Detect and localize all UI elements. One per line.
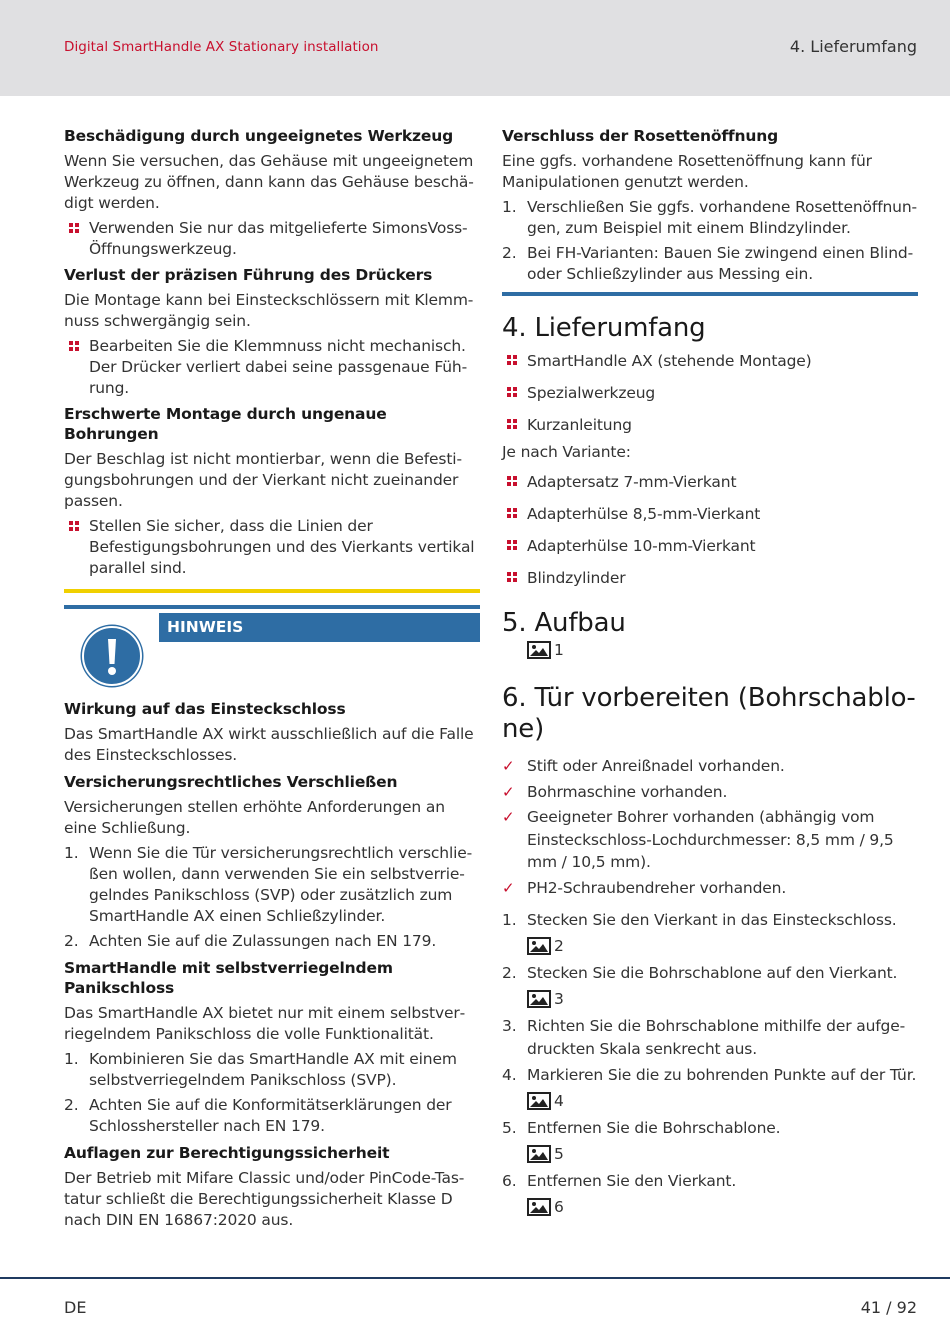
section-heading: Wirkung auf das Einsteckschloss (64, 700, 346, 718)
numbered-step (64, 843, 480, 927)
image-placeholder-icon (527, 990, 551, 1008)
paragraph: Die Montage kann bei Einsteckschlössern mit Klemmnuss schwergängig sein. (64, 291, 474, 330)
step-number: 6. (502, 1172, 517, 1190)
paragraph: Das SmartHandle AX bietet nur mit einem selbstverriegelndem Panikschloss die volle Funktionalität. (64, 1004, 466, 1043)
bullet-item (502, 382, 918, 404)
step-number: 2. (64, 1096, 79, 1114)
document-title: Digital SmartHandle AX Stationary installation (64, 39, 379, 55)
notice-box (64, 605, 480, 697)
image-placeholder-icon (527, 1092, 551, 1110)
numbered-step (502, 909, 918, 931)
bullet-item (64, 516, 480, 579)
numbered-step (502, 1170, 918, 1192)
numbered-step (502, 962, 918, 984)
paragraph: Wenn Sie versuchen, das Gehäuse mit ungeeignetem Werkzeug zu öffnen, dann kann das Gehäuse beschädigt werden. (64, 152, 474, 212)
notice-topbar (64, 605, 480, 609)
bullet-item (64, 336, 480, 399)
step-text: Entfernen Sie den Vierkant. (527, 1172, 737, 1190)
image-placeholder-icon (527, 1198, 551, 1216)
step-number: 2. (502, 964, 517, 982)
bullet-text: Kurzanleitung (527, 416, 632, 434)
bullet-item (502, 535, 918, 557)
numbered-step (502, 1117, 918, 1139)
step-text: Markieren Sie die zu bohrenden Punkte auf der Tür. (527, 1066, 917, 1084)
section-heading: Auflagen zur Berechtigungssicherheit (64, 1144, 390, 1162)
chapter-heading: 6. Tür vorbereiten (Bohrschablone) (502, 683, 916, 744)
page-header (0, 0, 950, 96)
bullet-item (64, 218, 480, 260)
figure-number: 4 (554, 1092, 564, 1110)
bullet-item (502, 471, 918, 493)
section-heading: Beschädigung durch ungeeignetes Werkzeug (64, 127, 454, 145)
numbered-step (502, 243, 918, 285)
paragraph: Das SmartHandle AX wirkt ausschließlich auf die Falle des Einsteckschlosses. (64, 725, 474, 764)
bullet-item (502, 414, 918, 436)
figure-number: 2 (554, 937, 564, 955)
section-divider (502, 292, 918, 296)
bullet-item (502, 567, 918, 589)
warning-divider (64, 589, 480, 593)
step-number: 2. (64, 932, 79, 950)
step-number: 5. (502, 1119, 517, 1137)
paragraph: Eine ggfs. vorhandene Rosettenöffnung kann für Manipulationen genutzt werden. (502, 152, 872, 191)
step-text: Stecken Sie den Vierkant in das Einsteckschloss. (527, 911, 897, 929)
step-text: Achten Sie auf die Konformitätserklärungen der Schlosshersteller nach EN 179. (89, 1096, 452, 1135)
section-heading: SmartHandle mit selbstverriegelndem Panikschloss (64, 959, 393, 997)
section-heading: Versicherungsrechtliches Verschließen (64, 773, 398, 791)
image-placeholder-icon (527, 1145, 551, 1163)
step-number: 4. (502, 1066, 517, 1084)
figure-reference (527, 935, 918, 957)
page-number: 41 / 92 (860, 1298, 917, 1317)
paragraph: Je nach Variante: (502, 443, 631, 461)
step-text: Wenn Sie die Tür versicherungsrechtlich verschließen wollen, dann verwenden Sie ein selbstverriegelndes Panikschloss (SVP) oder zusätzlich zum SmartHandle AX einen Schließzylinder. (89, 844, 473, 925)
chapter-heading: 5. Aufbau (502, 608, 626, 638)
chapter-title: 4. Lieferumfang (789, 37, 917, 56)
bullet-icon (502, 350, 527, 372)
step-text: Achten Sie auf die Zulassungen nach EN 179. (89, 932, 437, 950)
red-checkmark-icon: ✓ (502, 878, 515, 897)
step-number: 2. (502, 244, 517, 262)
bullet-icon (64, 516, 89, 579)
right-column (502, 126, 918, 1218)
bullet-text: Blindzylinder (527, 569, 626, 587)
bullet-text: Verwenden Sie nur das mitgelieferte SimonsVoss-Öffnungswerkzeug. (89, 219, 468, 258)
check-item (502, 877, 918, 900)
check-text: Bohrmaschine vorhanden. (527, 782, 728, 801)
step-number: 1. (502, 198, 517, 216)
red-checkmark-icon: ✓ (502, 808, 515, 826)
check-item (502, 781, 918, 804)
exclamation-circle-icon (82, 626, 142, 686)
section-heading: Verlust der präzisen Führung des Drückers (64, 266, 433, 284)
notice-label: HINWEIS (159, 613, 480, 642)
step-number: 1. (64, 844, 79, 862)
bullet-item (502, 350, 918, 372)
figure-number: 6 (554, 1198, 564, 1216)
paragraph: Der Betrieb mit Mifare Classic und/oder PinCode-Tastatur schließt die Berechtigungssicherheit Klasse D nach DIN EN 16867:2020 aus. (64, 1169, 465, 1229)
bullet-text: Spezialwerkzeug (527, 384, 656, 402)
bullet-icon (64, 218, 89, 260)
bullet-text: SmartHandle AX (stehende Montage) (527, 352, 812, 370)
step-text: Entfernen Sie die Bohrschablone. (527, 1119, 781, 1137)
figure-reference (527, 988, 918, 1010)
section-heading: Verschluss der Rosettenöffnung (502, 127, 779, 145)
bullet-text: Adapterhülse 8,5-mm-Vierkant (527, 505, 761, 523)
bullet-icon (502, 382, 527, 404)
figure-reference (527, 1196, 918, 1218)
bullet-text: Adapterhülse 10-mm-Vierkant (527, 537, 756, 555)
bullet-text: Adaptersatz 7-mm-Vierkant (527, 473, 737, 491)
chapter-heading: 4. Lieferumfang (502, 313, 706, 343)
step-text: Stecken Sie die Bohrschablone auf den Vierkant. (527, 964, 898, 982)
section-heading: Erschwerte Montage durch ungenaue Bohrungen (64, 405, 387, 443)
figure-number: 1 (554, 641, 564, 659)
check-item (502, 755, 918, 778)
image-placeholder-icon (527, 937, 551, 955)
numbered-step (64, 1049, 480, 1091)
step-text: Richten Sie die Bohrschablone mithilfe der aufgedruckten Skala senkrecht aus. (527, 1017, 906, 1058)
image-placeholder-icon (527, 641, 551, 659)
figure-reference (527, 639, 918, 661)
footer-divider (0, 1277, 950, 1279)
paragraph: Der Beschlag ist nicht montierbar, wenn die Befestigungsbohrungen und der Vierkant nicht zueinander passen. (64, 450, 463, 510)
bullet-icon (502, 471, 527, 493)
bullet-item (502, 503, 918, 525)
step-number: 3. (502, 1017, 517, 1035)
numbered-step (64, 931, 480, 952)
figure-number: 5 (554, 1145, 564, 1163)
numbered-step (64, 1095, 480, 1137)
numbered-step (502, 1064, 918, 1086)
left-column (64, 126, 480, 1231)
bullet-icon (64, 336, 89, 399)
paragraph: Versicherungen stellen erhöhte Anforderungen an eine Schließung. (64, 798, 445, 837)
bullet-icon (502, 503, 527, 525)
check-text: Geeigneter Bohrer vorhanden (abhängig vom Einsteckschloss-Lochdurchmesser: 8,5 mm / 9,5 mm / 10,5 mm). (527, 808, 894, 871)
step-text: Bei FH-Varianten: Bauen Sie zwingend einen Blind- oder Schließzylinder aus Messing ein. (527, 244, 914, 283)
check-item (502, 806, 918, 874)
check-text: PH2-Schraubendreher vorhanden. (527, 878, 787, 897)
step-number: 1. (502, 911, 517, 929)
footer-language: DE (64, 1298, 87, 1317)
bullet-icon (502, 567, 527, 589)
bullet-text: Stellen Sie sicher, dass die Linien der Befestigungsbohrungen und des Vierkants vertikal parallel sind. (89, 517, 475, 577)
step-number: 1. (64, 1050, 79, 1068)
step-text: Kombinieren Sie das SmartHandle AX mit einem selbstverriegelndem Panikschloss (SVP). (89, 1050, 457, 1089)
red-checkmark-icon: ✓ (502, 782, 515, 801)
numbered-step (502, 197, 918, 239)
numbered-step (502, 1015, 918, 1061)
figure-reference (527, 1090, 918, 1112)
bullet-icon (502, 414, 527, 436)
figure-number: 3 (554, 990, 564, 1008)
bullet-text: Bearbeiten Sie die Klemmnuss nicht mechanisch. Der Drücker verliert dabei seine passgenaue Führung. (89, 337, 468, 397)
figure-reference (527, 1143, 918, 1165)
red-checkmark-icon: ✓ (502, 757, 515, 775)
check-text: Stift oder Anreißnadel vorhanden. (527, 757, 785, 775)
step-text: Verschließen Sie ggfs. vorhandene Rosettenöffnungen, zum Beispiel mit einem Blindzylinder. (527, 198, 918, 237)
bullet-icon (502, 535, 527, 557)
